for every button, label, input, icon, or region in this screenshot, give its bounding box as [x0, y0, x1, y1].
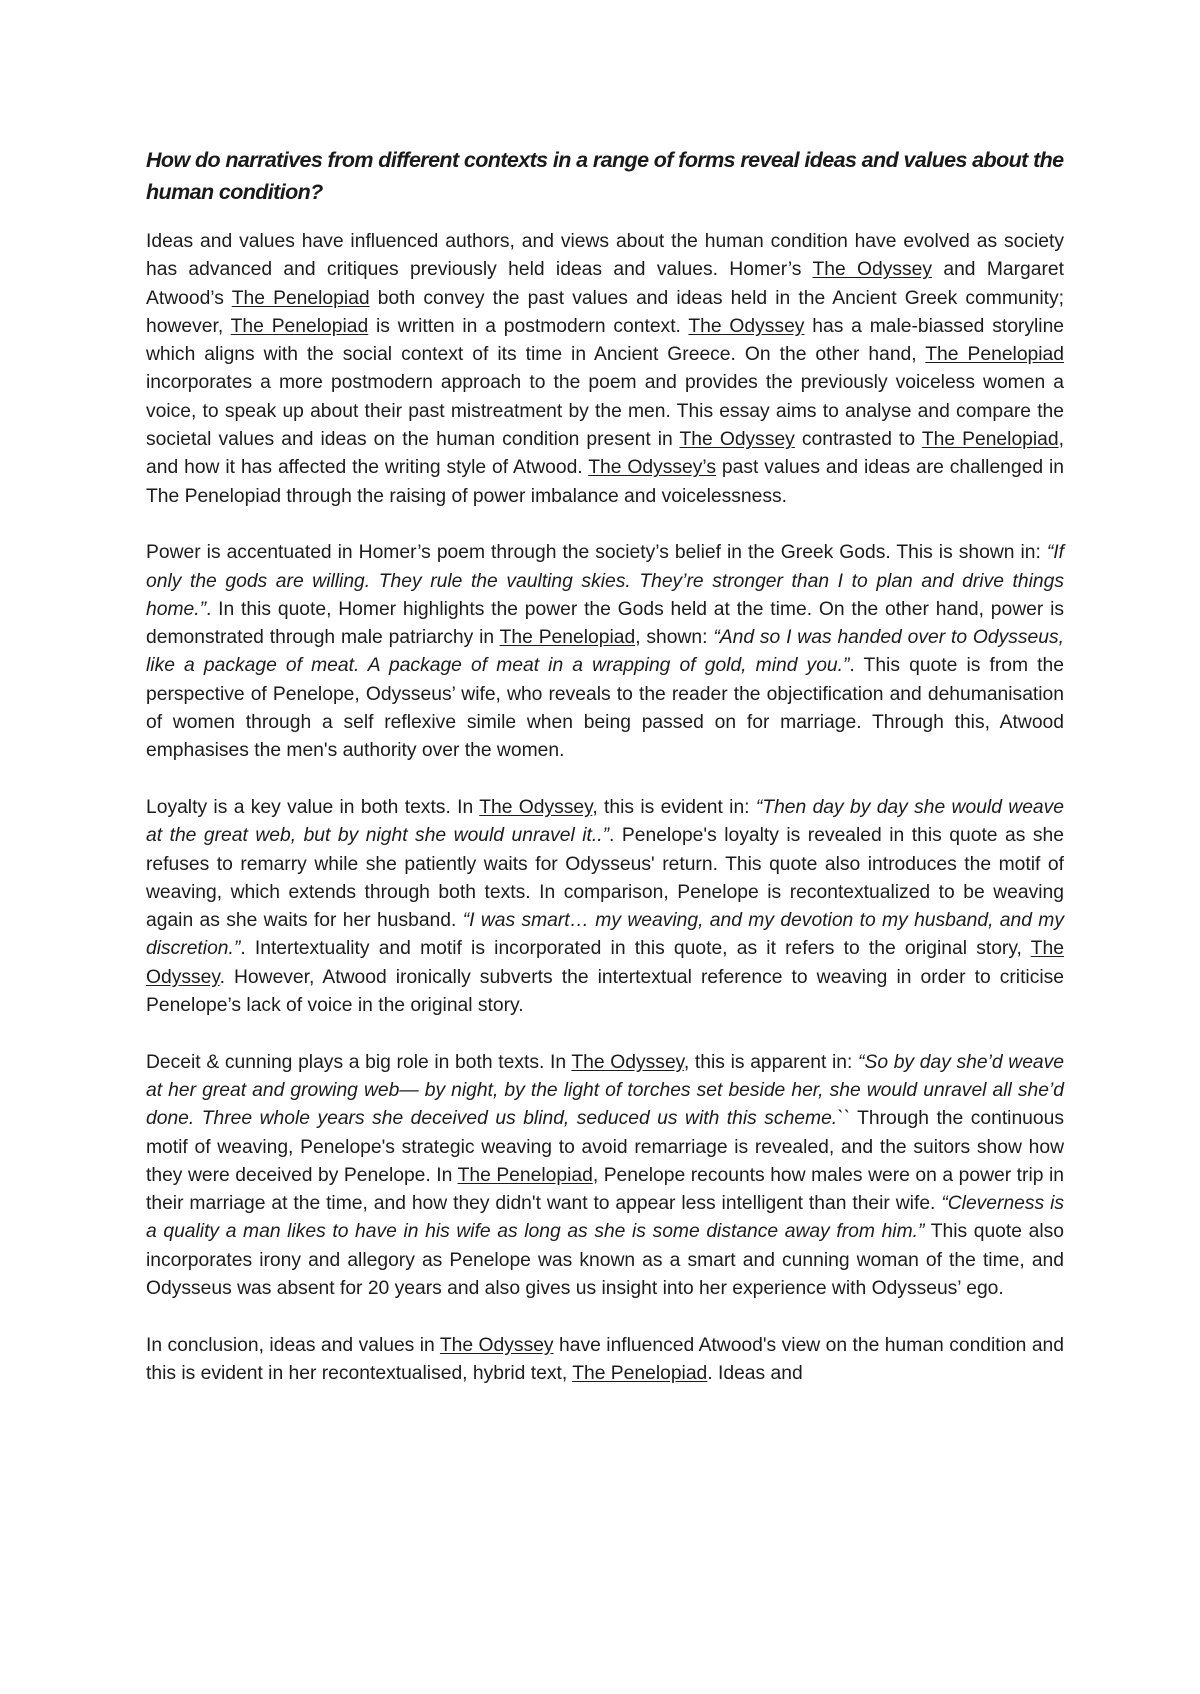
body-text: This quote also incorporates irony and allegory as Penelope was known as a smart and cunning woman of the time, and Odysseus was absent for 20 years and also gives us insight into her experience with Odysseus’ ego.	[146, 1221, 1064, 1299]
body-text: Ideas and values have influenced authors, and views about the human condition have evolved as society has advanced and critiques previously held ideas and values. Homer’s	[146, 231, 1064, 281]
body-text: , and how it has affected the writing style of Atwood.	[146, 429, 1064, 479]
book-title-reference: The Odyssey	[571, 1051, 684, 1073]
body-text: past values and ideas are challenged in The Penelopiad through the raising of power imbalance and voicelessness.	[146, 457, 1064, 507]
book-title-reference: The Penelopiad	[230, 315, 369, 337]
essay-question-title: How do narratives from different contexts in a range of forms reveal ideas and values about the human condition?	[146, 148, 1064, 204]
quotation: “Cleverness is a quality a man likes to have in his wife as long as she is some distance away from him.”	[146, 1193, 1065, 1243]
body-text: . In this quote, Homer highlights the power the Gods held at the time. On the other hand, power is demonstrated through male patriarchy in	[146, 598, 1064, 649]
body-text: , Penelope recounts how males were on a power trip in their marriage at the time, and how they didn't want to appear less intelligent than their wife.	[146, 1164, 1065, 1215]
body-text: . Penelope's loyalty is revealed in this quote as she refuses to remarry while she patiently waits for Odysseus' return. This quote also introduces the motif of weaving, which extends through both texts. In comparison, Penelope is recontextualized to be weaving again as she waits for her husband.	[146, 825, 1064, 932]
book-title-reference: The Penelopiad	[921, 429, 1059, 451]
book-title-reference: The Odyssey	[679, 429, 795, 451]
book-title-reference: The Odyssey	[688, 315, 805, 337]
book-title-reference: The Odyssey	[812, 259, 933, 281]
body-text: , shown:	[635, 627, 714, 649]
body-text: and Margaret Atwood’s	[146, 259, 1065, 309]
body-text: Power is accentuated in Homer’s poem through the society’s belief in the Greek Gods. This is shown in:	[146, 542, 1047, 564]
quotation: “If only the gods are willing. They rule the vaulting skies. They’re stronger than I to plan and drive things home.”	[146, 542, 1064, 620]
book-title-reference: The Odyssey	[479, 796, 593, 818]
book-title-reference: The Odyssey	[439, 1334, 554, 1356]
paragraph-conclusion	[146, 1332, 1064, 1389]
book-title-reference: The Penelopiad	[572, 1362, 708, 1384]
body-text: Through the continuous motif of weaving, Penelope's strategic weaving to avoid remarriage is revealed, and the suitors show how they were deceived by Penelope. In	[146, 1108, 1064, 1186]
body-text: contrasted to	[794, 429, 922, 451]
body-text: Loyalty is a key value in both texts. In	[146, 796, 480, 818]
body-text: is written in a postmodern context.	[368, 315, 689, 337]
body-text: incorporates a more postmodern approach to the poem and provides the previously voiceless women a voice, to speak up about their past mistreatment by the men. This essay aims to analyse and compare the societal values and ideas on the human condition present in	[146, 372, 1064, 451]
paragraph-power	[146, 539, 1064, 765]
quotation: “So by day she’d weave at her great and growing web— by night, by the light of torches set beside her, she would unravel all she’d done. Three whole years she deceived us blind, seduced us with this scheme.``	[146, 1051, 1065, 1130]
body-text: . This quote is from the perspective of Penelope, Odysseus’ wife, who reveals to the reader the objectification and dehumanisation of women through a self reflexive simile when being passed on for marriage. Through this, Atwood emphasises the men's authority over the women.	[146, 655, 1064, 762]
body-text: . Intertextuality and motif is incorporated in this quote, as it refers to the original story,	[240, 938, 1031, 960]
body-text: have influenced Atwood's view on the human condition and this is evident in her recontextualised, hybrid text,	[146, 1334, 1065, 1384]
paragraph-introduction	[146, 228, 1064, 511]
body-text: . Ideas and	[707, 1362, 803, 1384]
body-text: has a male-biassed storyline which aligns with the social context of its time in Ancient Greece. On the other hand,	[146, 315, 1065, 366]
book-title-reference: The Odyssey’s	[588, 457, 716, 479]
book-title-reference: The Penelopiad	[499, 627, 636, 649]
book-title-reference: The Penelopiad	[925, 344, 1064, 366]
body-text: Deceit & cunning plays a big role in both texts. In	[146, 1051, 572, 1073]
body-text: both convey the past values and ideas held in the Ancient Greek community; however,	[146, 287, 1064, 337]
body-text: , this is apparent in:	[683, 1051, 859, 1073]
body-text: , this is evident in:	[592, 796, 756, 818]
quotation: “I was smart… my weaving, and my devotion to my husband, and my discretion.”	[146, 910, 1064, 960]
body-text: In conclusion, ideas and values in	[146, 1334, 440, 1356]
paragraph-deceit	[146, 1049, 1064, 1304]
quotation: “Then day by day she would weave at the great web, but by night she would unravel it..”	[146, 796, 1064, 847]
book-title-reference: The Penelopiad	[231, 287, 370, 309]
paragraph-loyalty	[146, 794, 1064, 1020]
body-text: . However, Atwood ironically subverts the intertextual reference to weaving in order to criticise Penelope’s lack of voice in the original story.	[146, 966, 1064, 1017]
book-title-reference: The Penelopiad	[457, 1164, 593, 1186]
document-body	[146, 144, 1064, 1416]
quotation: “And so I was handed over to Odysseus, like a package of meat. A package of meat in a wrapping of gold, mind you.”	[146, 627, 1064, 677]
book-title-reference: The Odyssey	[146, 938, 1064, 988]
